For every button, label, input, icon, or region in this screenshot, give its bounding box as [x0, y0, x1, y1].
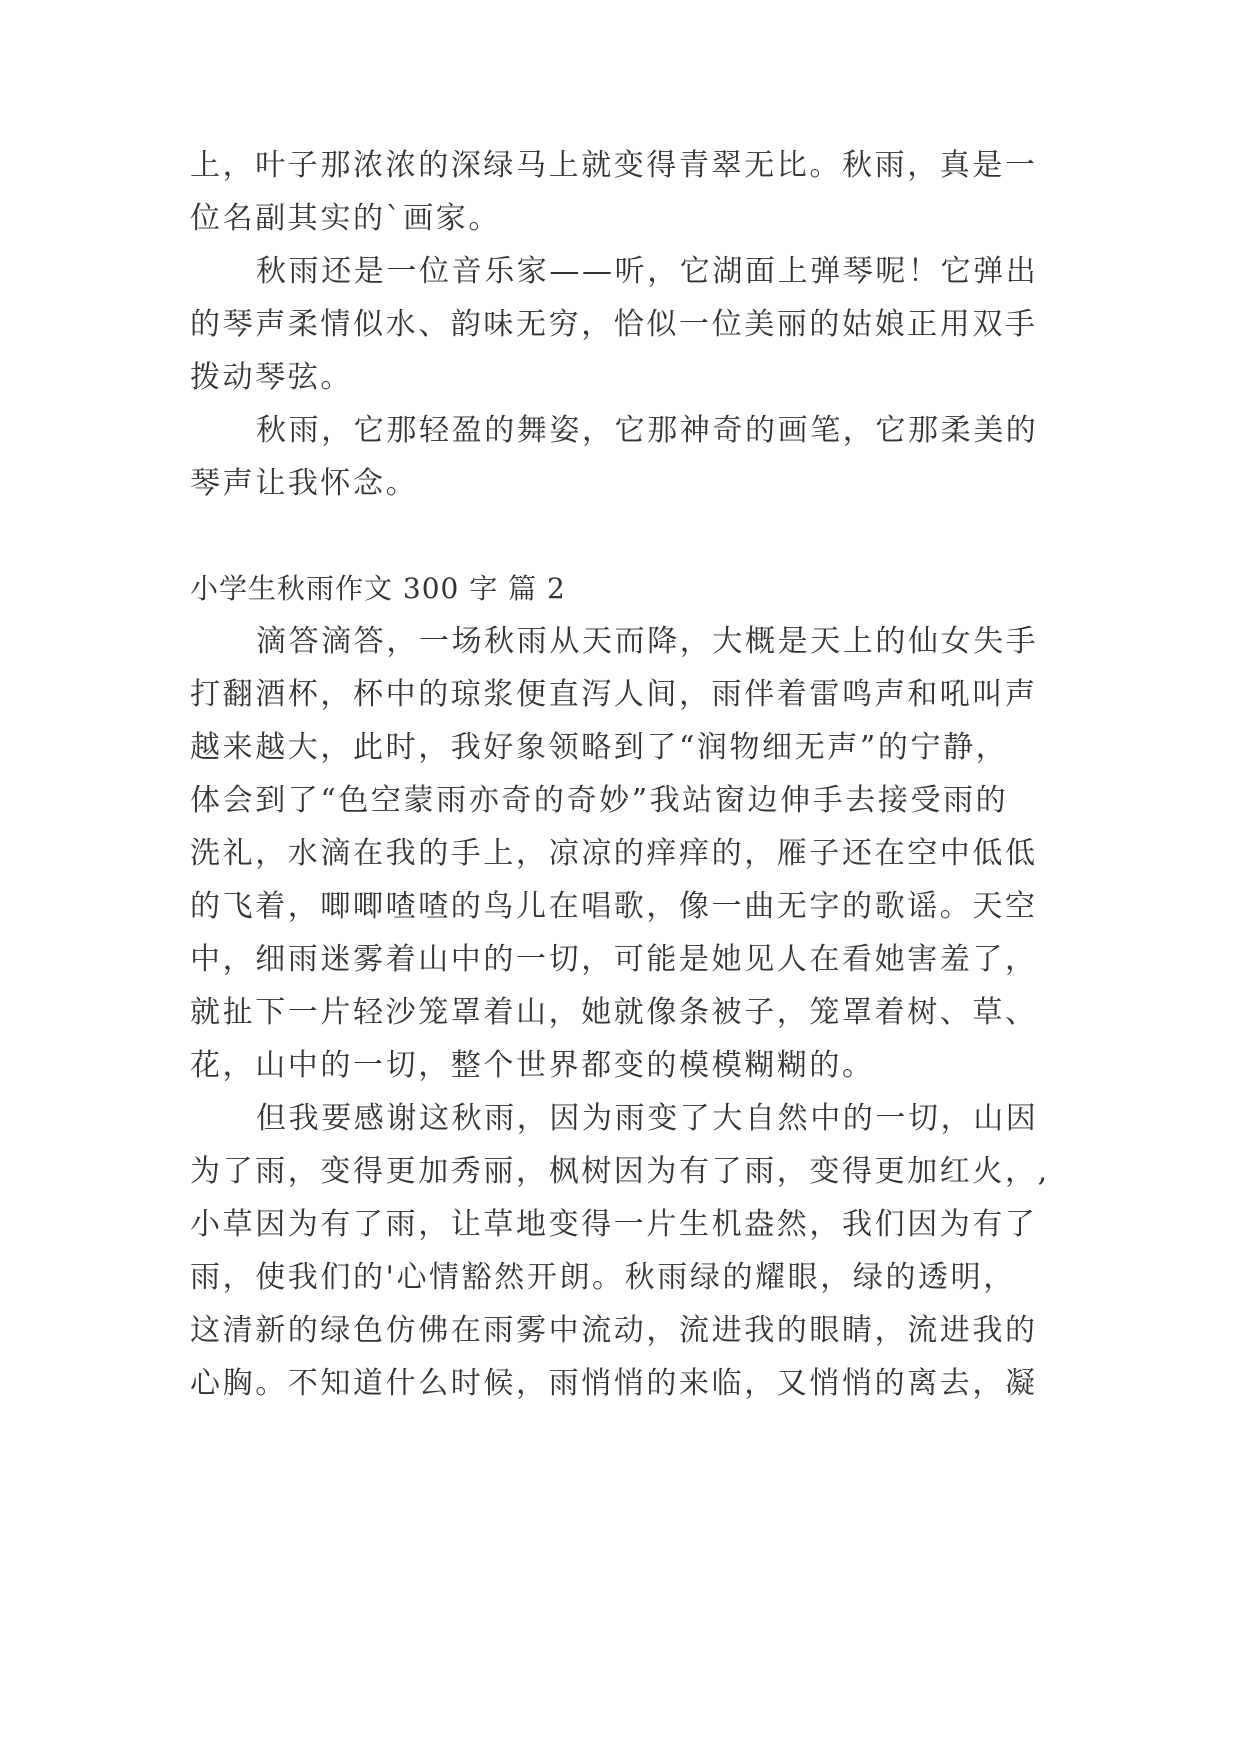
paragraph-line: 秋雨还是一位音乐家——听，它湖面上弹琴呢！它弹出 — [256, 254, 1039, 289]
section-heading: 小学生秋雨作文 300 字 篇 2 — [190, 572, 566, 605]
paragraph-line: 小草因为有了雨，让草地变得一片生机盎然，我们因为有了 — [190, 1207, 1038, 1242]
paragraph-line: 心胸。不知道什么时候，雨悄悄的来临，又悄悄的离去，凝 — [190, 1366, 1038, 1401]
paragraph-line: 中，细雨迷雾着山中的一切，可能是她见人在看她害羞了， — [190, 942, 1038, 977]
paragraph-line: 琴声让我怀念。 — [190, 466, 419, 501]
paragraph-line: 打翻酒杯，杯中的琼浆便直泻人间，雨伴着雷鸣声和吼叫声 — [190, 677, 1038, 712]
paragraph-line: 就扯下一片轻沙笼罩着山，她就像条被子，笼罩着树、草、 — [190, 995, 1038, 1030]
paragraph-line: 洗礼，水滴在我的手上，凉凉的痒痒的，雁子还在空中低低 — [190, 836, 1038, 871]
paragraph-line: 为了雨，变得更加秀丽，枫树因为有了雨，变得更加红火，, — [190, 1154, 1050, 1189]
paragraph-line: 越来越大，此时，我好象领略到了“润物细无声”的宁静， — [190, 730, 1009, 765]
paragraph-line: 体会到了“色空蒙雨亦奇的奇妙”我站窗边伸手去接受雨的 — [190, 783, 1009, 818]
paragraph-line: 秋雨，它那轻盈的舞姿，它那神奇的画笔，它那柔美的 — [256, 413, 1039, 448]
paragraph-line: 拨动琴弦。 — [190, 360, 353, 395]
paragraph-line: 位名副其实的`画家。 — [190, 201, 501, 236]
paragraph-line: 上，叶子那浓浓的深绿马上就变得青翠无比。秋雨，真是一 — [190, 148, 1038, 183]
paragraph-line: 这清新的绿色仿佛在雨雾中流动，流进我的眼睛，流进我的 — [190, 1313, 1038, 1348]
paragraph-line: 的飞着，唧唧喳喳的鸟儿在唱歌，像一曲无字的歌谣。天空 — [190, 889, 1038, 924]
paragraph-line: 但我要感谢这秋雨，因为雨变了大自然中的一切，山因 — [256, 1101, 1039, 1136]
paragraph-line: 的琴声柔情似水、韵味无穷，恰似一位美丽的姑娘正用双手 — [190, 307, 1038, 342]
paragraph-line: 滴答滴答，一场秋雨从天而降，大概是天上的仙女失手 — [256, 624, 1039, 659]
paragraph-line: 雨，使我们的'心情豁然开朗。秋雨绿的耀眼，绿的透明， — [190, 1260, 1016, 1295]
paragraph-line: 花，山中的一切，整个世界都变的模模糊糊的。 — [190, 1048, 875, 1083]
